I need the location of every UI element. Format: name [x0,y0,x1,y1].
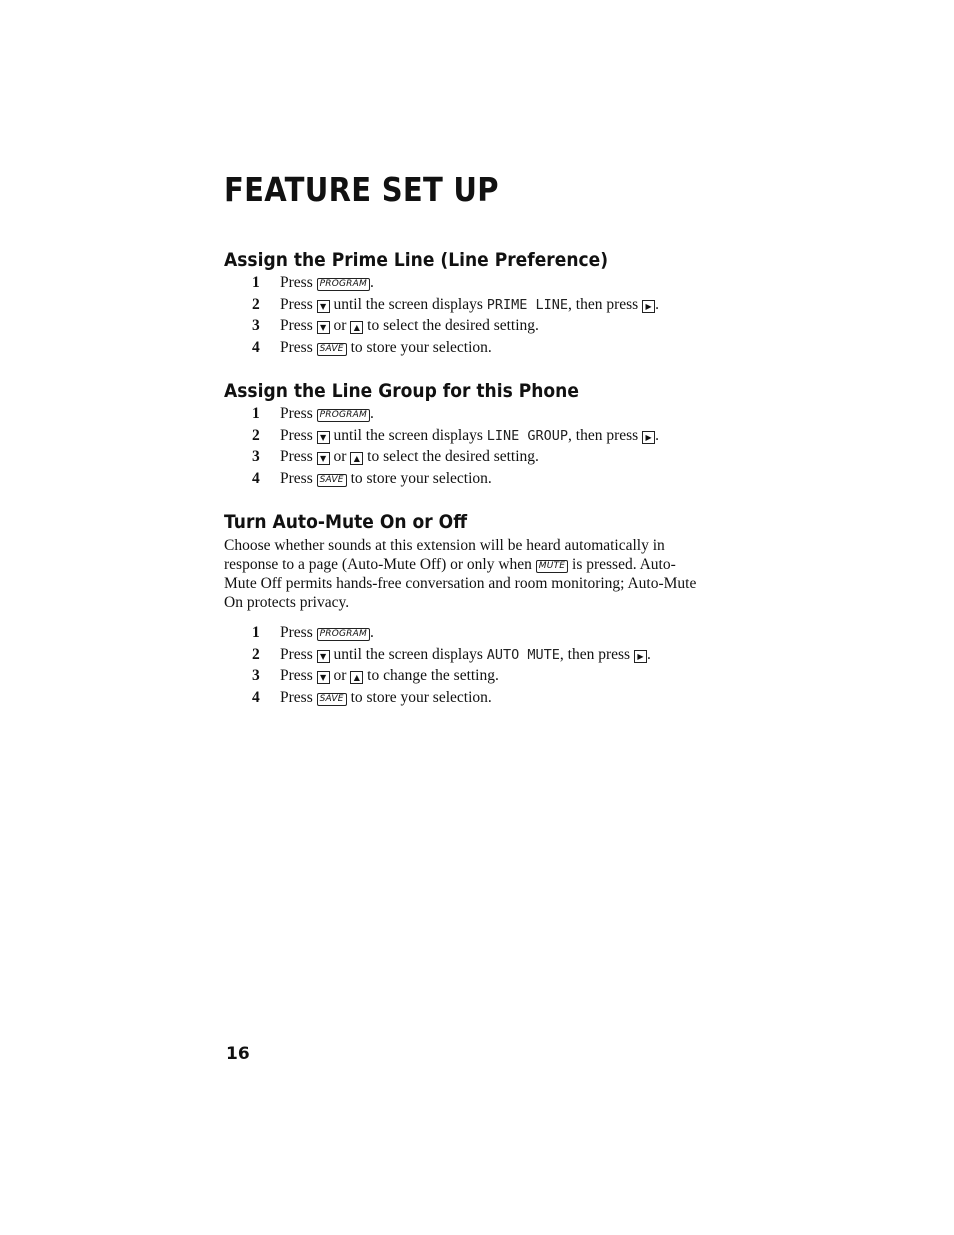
step-item [224,425,714,447]
step-text: to store your selection. [350,470,492,488]
save-key: SAVE [317,474,347,487]
step-text: Press [280,448,313,466]
step-item [224,403,714,425]
right-arrow-icon: ▶ [634,650,647,663]
up-arrow-icon: ▲ [350,321,363,334]
step-text: . [369,624,374,641]
down-arrow-icon: ▼ [317,300,330,313]
step-text: Press [280,689,313,707]
step-text: . [369,274,374,291]
step-item [224,272,714,294]
step-text: or [333,448,347,466]
down-arrow-icon: ▼ [317,321,330,334]
steps-list [224,622,714,709]
mute-key: MUTE [536,560,568,573]
down-arrow-icon: ▼ [317,452,330,465]
up-arrow-icon: ▲ [350,671,363,684]
step-text: Press [280,405,313,422]
step-text: , then press [568,295,639,313]
step-text: Press [280,667,313,685]
step-item [224,622,714,644]
step-text: until the screen displays [333,426,483,444]
step-number: 2 [252,645,260,663]
step-item [224,468,714,490]
step-text: to select the desired setting. [367,448,539,466]
step-number: 1 [252,405,260,422]
down-arrow-icon: ▼ [317,431,330,444]
up-arrow-icon: ▲ [350,452,363,465]
step-text: to store your selection. [350,689,492,707]
step-text: to select the desired setting. [367,317,539,335]
program-key: PROGRAM [317,628,370,641]
step-text: or [333,667,347,685]
step-text: Press [280,470,313,488]
step-text: until the screen displays [333,295,483,313]
step-item [224,687,714,709]
page-number: 16 [226,1044,250,1064]
down-arrow-icon: ▼ [317,671,330,684]
step-item [224,294,714,316]
step-number: 4 [252,470,260,488]
step-text: . [369,405,374,422]
steps-list [224,403,714,490]
intro-text: is pressed. Auto-Mute Off permits hands-free conversation and room monitoring; Auto-Mute On protects privacy. [224,556,697,611]
section-heading: Assign the Line Group for this Phone [224,380,579,402]
step-text: , then press [559,645,631,663]
lcd-display-text: AUTO MUTE [486,646,560,663]
step-number: 3 [252,667,260,685]
save-key: SAVE [317,693,347,706]
right-arrow-icon: ▶ [642,431,655,444]
step-text: Press [280,426,313,444]
step-number: 1 [252,274,260,291]
step-number: 1 [252,624,260,641]
step-number: 4 [252,339,260,357]
step-text: . [655,295,659,313]
section-prime-line [224,248,714,359]
program-key: PROGRAM [317,409,370,422]
step-text: . [655,426,659,444]
step-text: to store your selection. [350,339,492,357]
step-text: Press [280,624,313,641]
step-text: or [333,317,347,335]
step-number: 3 [252,448,260,466]
step-text: to change the setting. [367,667,499,685]
step-item [224,644,714,666]
program-key: PROGRAM [317,278,370,291]
down-arrow-icon: ▼ [317,650,330,663]
step-number: 3 [252,317,260,335]
page-title: FEATURE SET UP [224,170,499,209]
step-text: Press [280,339,313,357]
step-text: Press [280,645,313,663]
steps-list [224,272,714,359]
section-heading: Turn Auto-Mute On or Off [224,511,468,533]
lcd-display-text: PRIME LINE [486,296,569,313]
lcd-display-text: LINE GROUP [486,427,569,444]
step-item [224,665,714,687]
step-item [224,446,714,468]
right-arrow-icon: ▶ [642,300,655,313]
step-text: . [646,645,651,663]
step-number: 2 [252,426,260,444]
step-text: Press [280,274,313,291]
step-item [224,315,714,337]
section-heading: Assign the Prime Line (Line Preference) [224,249,609,271]
step-number: 4 [252,689,260,707]
section-intro [224,536,704,612]
step-text: , then press [568,426,639,444]
section-auto-mute [224,510,714,709]
step-text: Press [280,317,313,335]
intro-text: Choose whether sounds at this extension will be heard automatically in response to a page (Auto-Mute Off) or only when [224,537,665,573]
step-text: Press [280,295,313,313]
step-item [224,337,714,359]
save-key: SAVE [317,343,347,356]
step-number: 2 [252,295,260,313]
step-text: until the screen displays [333,645,483,663]
section-line-group [224,379,714,490]
